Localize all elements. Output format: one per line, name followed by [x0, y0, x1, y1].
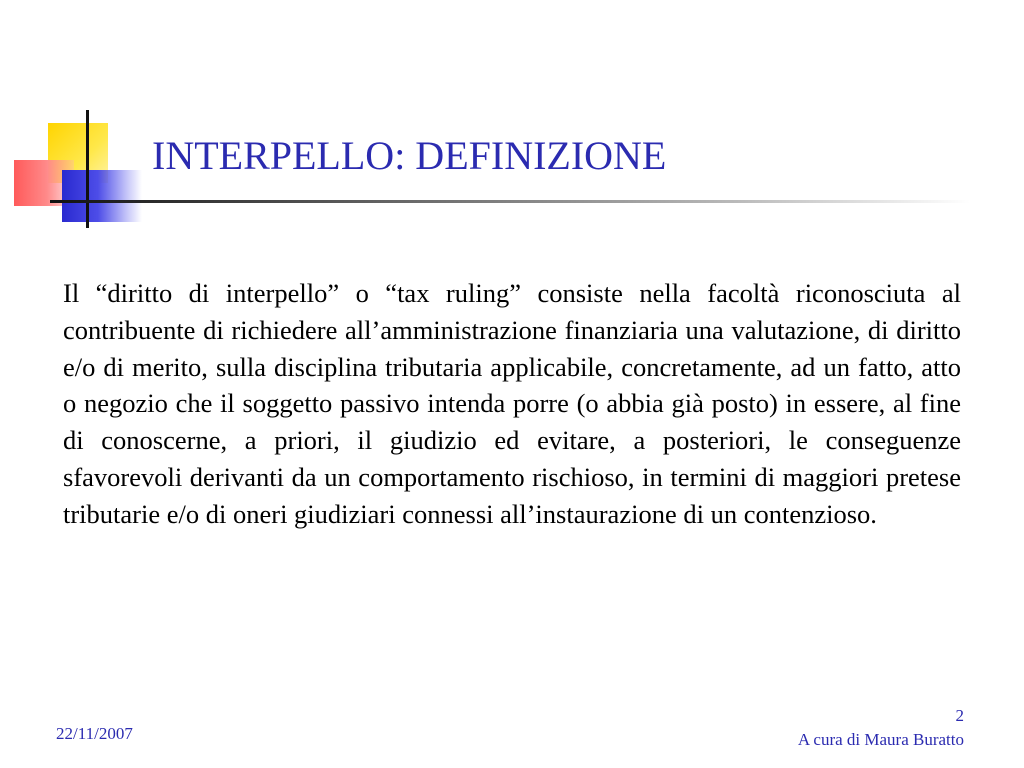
page-number: 2 — [955, 706, 964, 725]
title-underline — [50, 200, 970, 203]
footer-date: 22/11/2007 — [56, 724, 133, 743]
footer-author: A cura di Maura Buratto — [797, 730, 964, 749]
slide-body-text: Il “diritto di interpello” o “tax ruling” consiste nella facoltà riconosciuta al contribuente di richiedere all’amministrazione finanziaria una valutazione, di diritto e/o di merito, sulla disciplina tributaria applicabile, concretamente, ad un fatto, atto o negozio che il soggetto passivo intenda porre (o abbia già posto) in essere, al fine di conoscerne, a priori, il giudizio ed evitare, a posteriori, le conseguenze sfavorevoli derivanti da un comportamento rischioso, in termini di maggiori pretese tributarie e/o di oneri giudiziari connessi all’instaurazione di un contenzioso. — [63, 278, 961, 529]
footer-right — [798, 704, 964, 752]
blue-square — [62, 170, 142, 222]
slide-title: INTERPELLO: DEFINIZIONE — [152, 133, 667, 178]
colored-squares-logo-icon — [0, 0, 160, 240]
logo-vertical-line — [86, 110, 89, 228]
